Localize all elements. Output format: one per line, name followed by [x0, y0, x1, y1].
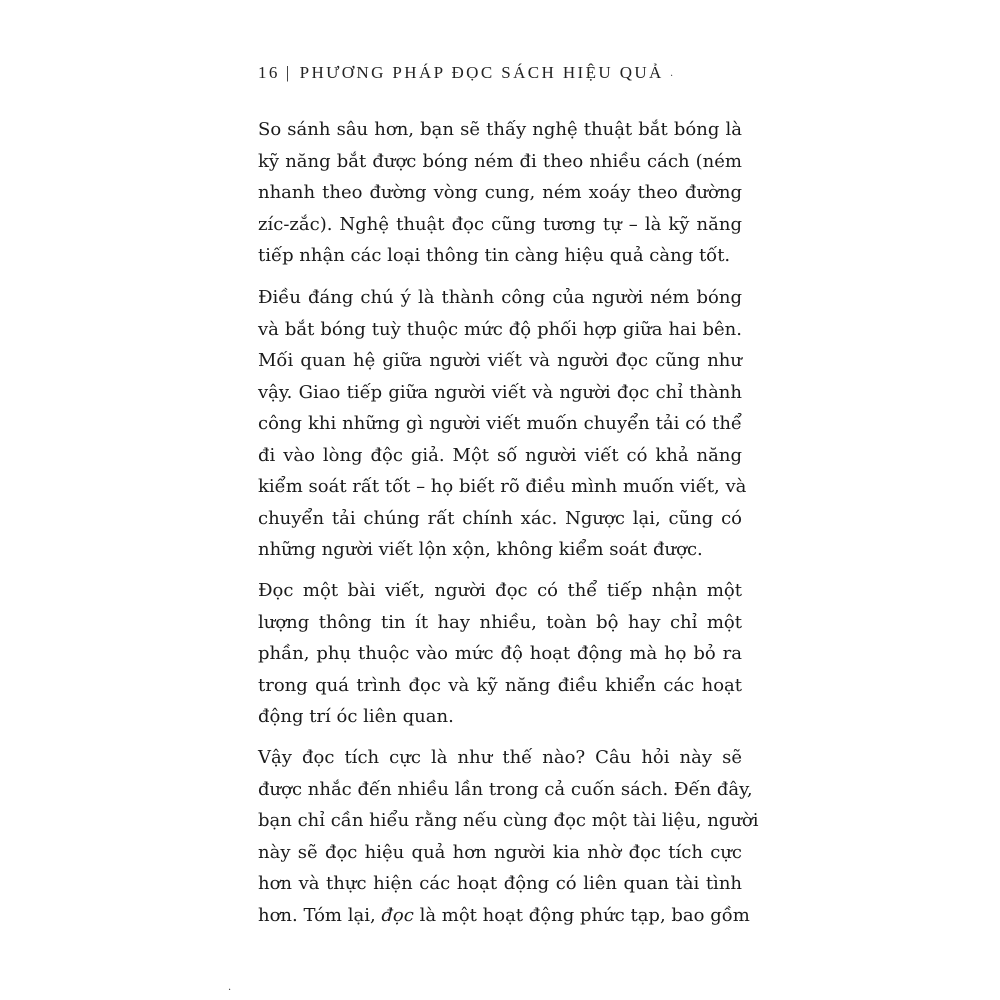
running-header [258, 63, 664, 83]
paragraph-line: đi vào lòng độc giả. Một số người viết có khả năng [258, 444, 742, 466]
paragraph-line: nhanh theo đường vòng cung, ném xoáy theo đường [258, 182, 742, 203]
paragraph-line: Điều đáng chú ý là thành công của người ném bóng [258, 287, 742, 308]
paragraph-3 [258, 575, 742, 733]
paragraph-line: phần, phụ thuộc vào mức độ hoạt động mà họ bỏ ra [258, 643, 742, 664]
paragraph-1 [258, 114, 742, 272]
paragraph-line: Vậy đọc tích cực là như thế nào? Câu hỏi này sẽ [258, 747, 742, 768]
line-segment: hơn. Tóm lại, [258, 904, 382, 926]
book-title: PHƯƠNG PHÁP ĐỌC SÁCH HIỆU QUẢ [299, 63, 664, 82]
paragraph-line: zíc-zắc). Nghệ thuật đọc cũng tương tự – là kỹ năng [258, 213, 742, 235]
paragraph-line: trong quá trình đọc và kỹ năng điều khiển các hoạt [258, 674, 742, 696]
line-segment: là một hoạt động phức tạp, bao gồm [413, 904, 750, 926]
page-mark: . [228, 982, 232, 993]
paragraph-line: những người viết lộn xộn, không kiểm soát được. [258, 539, 703, 560]
paragraph-line: được nhắc đến nhiều lần trong cả cuốn sách. Đến đây, [258, 778, 753, 800]
paragraph-line: hơn và thực hiện các hoạt động có liên quan tài tình [258, 873, 742, 894]
paragraph-line: So sánh sâu hơn, bạn sẽ thấy nghệ thuật bắt bóng là [258, 119, 742, 140]
header-separator: | [285, 63, 292, 82]
page-number: 16 [258, 63, 280, 82]
paragraph-line [258, 900, 750, 932]
paragraph-line: vậy. Giao tiếp giữa người viết và người đọc chỉ thành [258, 381, 742, 403]
paragraph-2 [258, 282, 747, 566]
paragraph-line: kiểm soát rất tốt – họ biết rõ điều mình muốn viết, và [258, 476, 747, 497]
paragraph-line: lượng thông tin ít hay nhiều, toàn bộ hay chỉ một [258, 611, 742, 633]
paragraph-line: này sẽ đọc hiệu quả hơn người kia nhờ đọc tích cực [258, 841, 742, 863]
paragraph-line: Mối quan hệ giữa người viết và người đọc cũng như [258, 350, 742, 371]
paragraph-line: công khi những gì người viết muốn chuyển tải có thể [258, 413, 742, 434]
paragraph-line: chuyển tải chúng rất chính xác. Ngược lại, cũng có [258, 507, 742, 529]
paragraph-line: bạn chỉ cần hiểu rằng nếu cùng đọc một tài liệu, người [258, 810, 759, 831]
paragraph-4 [258, 742, 759, 931]
paragraph-line: kỹ năng bắt được bóng ném đi theo nhiều cách (ném [258, 150, 742, 172]
italic-word: đọc [381, 904, 414, 926]
paragraph-line: động trí óc liên quan. [258, 706, 454, 727]
header-mark: . [670, 68, 674, 79]
paragraph-line: tiếp nhận các loại thông tin càng hiệu quả càng tốt. [258, 245, 731, 266]
paragraph-line: Đọc một bài viết, người đọc có thể tiếp nhận một [258, 580, 742, 601]
paragraph-line: và bắt bóng tuỳ thuộc mức độ phối hợp giữa hai bên. [258, 318, 742, 340]
